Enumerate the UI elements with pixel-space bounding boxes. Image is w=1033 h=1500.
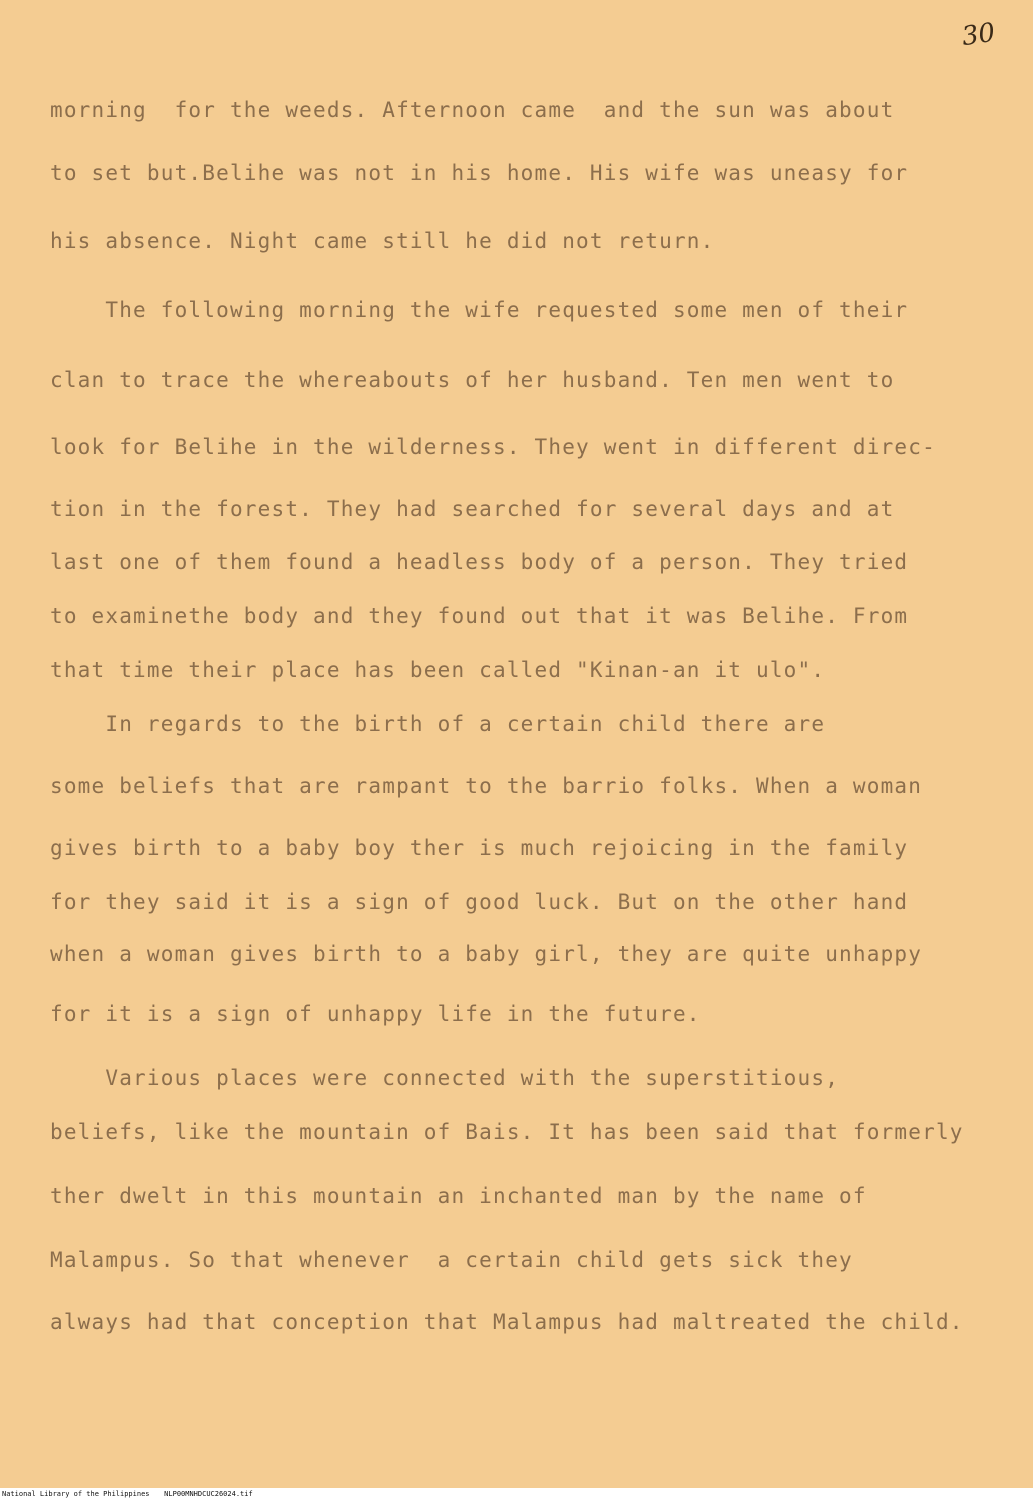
- text-line: The following morning the wife requested some men of their: [50, 298, 909, 322]
- text-line: always had that conception that Malampus had maltreated the child.: [50, 1310, 964, 1334]
- text-line: Malampus. So that whenever a certain child gets sick they: [50, 1248, 853, 1272]
- text-line: for they said it is a sign of good luck. But on the other hand: [50, 890, 909, 914]
- text-line: morning for the weeds. Afternoon came and the sun was about: [50, 98, 895, 122]
- page-number: 30: [960, 17, 998, 53]
- text-line: Various places were connected with the superstitious,: [50, 1066, 840, 1090]
- text-line: last one of them found a headless body of a person. They tried: [50, 550, 909, 574]
- text-line: clan to trace the whereabouts of her husband. Ten men went to: [50, 368, 895, 392]
- text-line: for it is a sign of unhappy life in the future.: [50, 1002, 701, 1026]
- text-line: tion in the forest. They had searched for several days and at: [50, 497, 895, 521]
- text-line: some beliefs that are rampant to the barrio folks. When a woman: [50, 774, 923, 798]
- text-line: to set but.Belihe was not in his home. His wife was uneasy for: [50, 161, 909, 185]
- text-line: that time their place has been called "Kinan-an it ulo".: [50, 658, 826, 682]
- footer-file: NLP00MNHDCUC26024.tif: [164, 1490, 253, 1498]
- text-line: In regards to the birth of a certain child there are: [50, 712, 826, 736]
- text-line: beliefs, like the mountain of Bais. It has been said that formerly: [50, 1120, 964, 1144]
- text-line: look for Belihe in the wilderness. They went in different direc-: [50, 435, 936, 459]
- text-line: to examinethe body and they found out that it was Belihe. From: [50, 604, 909, 628]
- text-line: when a woman gives birth to a baby girl, they are quite unhappy: [50, 942, 923, 966]
- text-line: gives birth to a baby boy ther is much rejoicing in the family: [50, 836, 909, 860]
- scan-footer: [0, 1488, 1033, 1500]
- footer-library: National Library of the Philippines: [2, 1490, 150, 1498]
- text-line: ther dwelt in this mountain an inchanted man by the name of: [50, 1184, 867, 1208]
- text-line: his absence. Night came still he did not return.: [50, 229, 715, 253]
